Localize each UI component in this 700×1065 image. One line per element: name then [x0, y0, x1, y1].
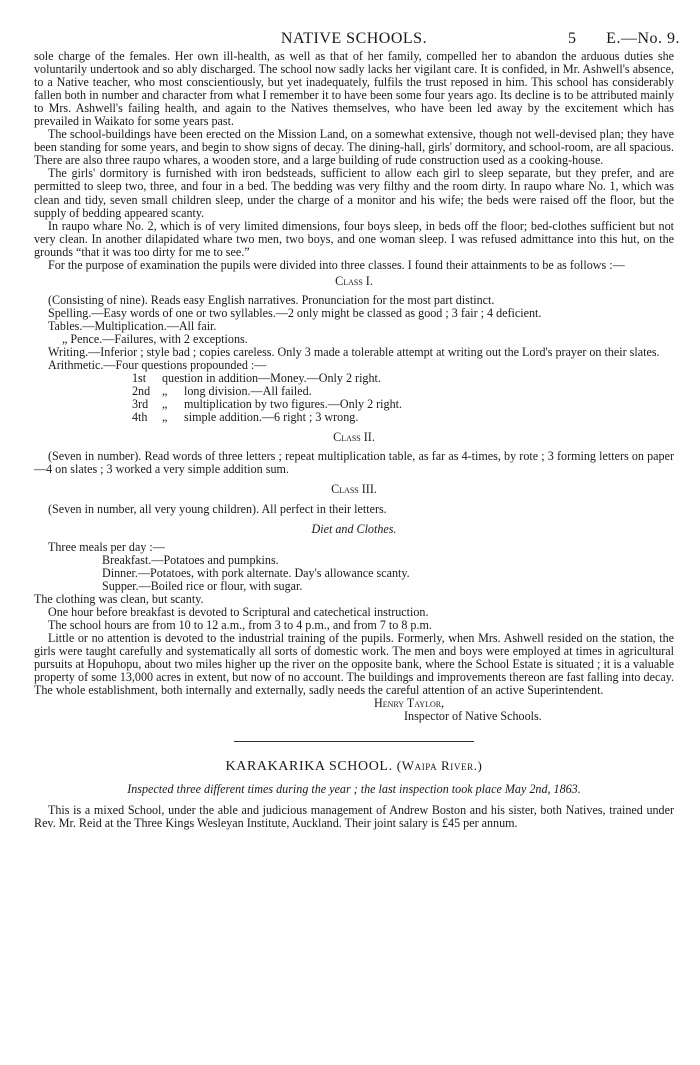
running-title: NATIVE SCHOOLS. [280, 30, 428, 47]
class-heading: Class II. [333, 430, 375, 445]
signature-name: Henry Taylor, [374, 696, 445, 711]
question-row: 3rd „ multiplication by two figures.—Only 2 right. [132, 397, 403, 412]
school-name: KARAKARIKA SCHOOL. [225, 759, 393, 775]
section-heading: Diet and Clothes. [311, 521, 397, 536]
paragraph: For the purpose of examination the pupils were divided into three classes. I found their attainments to be as follows :— [48, 257, 625, 272]
class-line: Arithmetic.—Four questions propounded :— [48, 358, 267, 373]
page-header [34, 26, 680, 50]
class-line: (Consisting of nine). Reads easy English narratives. Pronunciation for the most part distinct. [48, 292, 495, 307]
paragraph: The girls' dormitory is furnished with iron bedsteads, sufficient to allow each girl to sleep separate, but they prefer, and are permitted to sleep two, three, and four in a bed. The bedding was very filthy and the room dirty. In raupo whare No. 1, which was clean and tidy, seven small children sleep, under the charge of a monitor and his wife; the beds were raised off the floor, but the supply of bedding appeared scanty. [34, 166, 674, 220]
meal-line: Dinner.—Potatoes, with pork alternate. Day's allowance scanty. [102, 565, 410, 580]
diet-line: The school hours are from 10 to 12 a.m., from 3 to 4 p.m., and from 7 to 8 p.m. [48, 617, 432, 632]
class-line: (Seven in number). Read words of three letters ; repeat multiplication table, as far as 4-times, by rote ; 3 forming letters on paper—4 on slates ; 3 worked a very simple addition sum. [34, 449, 674, 477]
class-line: (Seven in number, all very young children). All perfect in their letters. [48, 501, 387, 516]
paragraph: In raupo whare No. 2, which is of very limited dimensions, four boys sleep, in beds off the floor; bed-clothes sufficient but not very clean. In another dilapidated whare two men, two boys, and one woman sleep. I was refused admittance into this hut, on the grounds “that it was too dirty for me to see.” [34, 218, 674, 259]
class-line: „ Pence.—Failures, with 2 exceptions. [62, 331, 248, 346]
diet-line: The clothing was clean, but scanty. [34, 591, 204, 606]
paragraph: sole charge of the females. Her own ill-health, as well as that of her family, compelled her to abandon the arduous duties she voluntarily undertook and so ably discharged. The school now sadly lacks her vigilant care. It is confided, in Mr. Ashwell's absence, to a Native teacher, who most conscientiously, but yet inadequately, fulfils the trust reposed in him. This school has considerably fallen both in number and character from what I remember it to have been some four years ago. Its decline is to be attributed mainly to Mrs. Ashwell's failing health, and again to the Natives themselves, who have been led away by the excitement which has prevailed in Waikato for some years past. [34, 49, 674, 129]
paragraph: This is a mixed School, under the able and judicious management of Andrew Boston and his sister, both Natives, trained under Rev. Mr. Reid at the Three Kings Wesleyan Institute, Auckland. Their joint salary is £45 per annum. [34, 803, 674, 831]
class-heading: Class I. [335, 273, 373, 288]
section-divider [234, 741, 474, 742]
document-page [34, 26, 680, 831]
school-heading [34, 758, 674, 775]
diet-line: Three meals per day :— [48, 539, 165, 554]
question-row: 1st question in addition—Money.—Only 2 right. [132, 371, 381, 386]
question-row: 2nd „ long division.—All failed. [132, 384, 312, 399]
class-line: Tables.—Multiplication.—All fair. [48, 318, 217, 333]
diet-line: One hour before breakfast is devoted to Scriptural and catechetical instruction. [48, 604, 429, 619]
class-line: Spelling.—Easy words of one or two syllables.—2 only might be classed as good ; 3 fair ; 4 deficient. [48, 305, 542, 320]
class-heading: Class III. [331, 482, 377, 497]
signature-title: Inspector of Native Schools. [404, 709, 542, 724]
meal-line: Breakfast.—Potatoes and pumpkins. [102, 552, 279, 567]
question-row: 4th „ simple addition.—6 right ; 3 wrong. [132, 410, 359, 425]
paragraph: Little or no attention is devoted to the industrial training of the pupils. Formerly, when Mrs. Ashwell resided on the station, the girls were taught carefully and systematically all sorts of domestic work. The men and boys were employed at times in agricultural pursuits at Hopuhopu, about two miles higher up the river on the opposite bank, where the School Estate is situated ; it is a valuable property of some 13,000 acres in extent, but now of no account. The buildings and improvements thereon are fast falling into decay. The whole establishment, both internally and externally, sadly needs the careful attention of an active Superintendent. [34, 630, 674, 698]
school-location: (Waipa River.) [396, 758, 483, 774]
class-line: Writing.—Inferior ; style bad ; copies careless. Only 3 made a tolerable attempt at writing out the Lord's prayer on their slates. [48, 345, 660, 360]
inspection-note: Inspected three different times during the year ; the last inspection took place May 2nd, 1863. [127, 782, 581, 797]
meal-line: Supper.—Boiled rice or flour, with sugar. [102, 578, 303, 593]
document-reference: E.—No. 9. [606, 30, 680, 47]
paragraph: The school-buildings have been erected on the Mission Land, on a somewhat extensive, though not well-devised plan; they have been standing for some years, and begin to show signs of decay. The dining-hall, girls' dormitory, and school-room, are all spacious. There are also three raupo whares, a wooden store, and a large building of rude construction used as a cooking-house. [34, 127, 674, 168]
page-number: 5 [568, 30, 576, 47]
